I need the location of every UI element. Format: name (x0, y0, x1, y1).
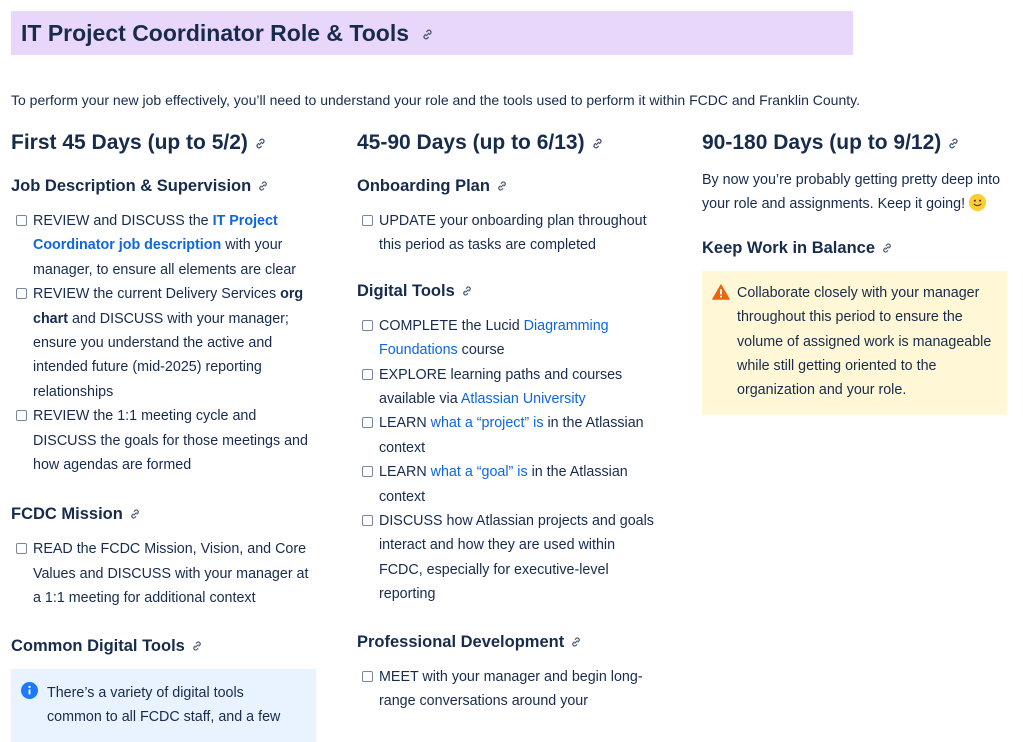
task-item (357, 363, 657, 412)
task-item (357, 411, 657, 460)
subsection-heading (11, 503, 316, 525)
checkbox-icon[interactable] (362, 369, 373, 380)
task-text: LEARN (379, 464, 431, 481)
heading-text: First 45 Days (up to 5/2) (11, 131, 248, 154)
job-description-link[interactable]: IT Project Coordinator job description (33, 213, 278, 254)
link-icon[interactable] (881, 242, 893, 254)
subsection-heading (11, 635, 316, 657)
link-icon[interactable] (129, 508, 141, 520)
task-item (357, 209, 657, 258)
column-45-90-days (357, 130, 657, 714)
what-is-goal-link[interactable]: what a “goal” is (430, 464, 528, 481)
checkbox-icon[interactable] (16, 215, 27, 226)
task-list (11, 537, 316, 610)
task-text: READ the FCDC Mission, Vision, and Core Values and DISCUSS with your manager at a 1:1 meeting for additional context (33, 541, 309, 607)
task-text: and DISCUSS with your manager; ensure you understand the active and intended future (mid-2025) reporting relationships (33, 310, 289, 400)
link-icon[interactable] (421, 28, 434, 41)
task-text: in the Atlassian context (379, 464, 628, 505)
task-text: REVIEW the current Delivery Services (33, 286, 281, 303)
heading-text: 90-180 Days (up to 9/12) (702, 131, 942, 154)
info-circle-icon (21, 682, 38, 707)
link-icon[interactable] (496, 180, 508, 192)
checkbox-icon[interactable] (362, 671, 373, 682)
subsection-heading (702, 237, 1007, 259)
column-90-180-days (702, 130, 1007, 415)
task-list (11, 209, 316, 477)
task-item (357, 509, 657, 607)
warning-triangle-icon (712, 284, 730, 308)
intro-paragraph: To perform your new job effectively, you’ll need to understand your role and the tools used to perform it within FCDC and Franklin County. (11, 92, 860, 108)
task-item (357, 665, 657, 714)
checkbox-icon[interactable] (362, 417, 373, 428)
checkbox-icon[interactable] (362, 515, 373, 526)
task-text: course (457, 342, 505, 359)
link-icon[interactable] (570, 636, 582, 648)
heading-text: Onboarding Plan (357, 177, 490, 195)
heading-text: Job Description & Supervision (11, 177, 252, 195)
task-text: EXPLORE learning paths and courses available via (379, 366, 623, 408)
diagramming-foundations-link[interactable]: Diagramming Foundations (379, 317, 609, 359)
task-list (357, 665, 657, 714)
task-text: LEARN (379, 415, 431, 432)
heading-text: Professional Development (357, 632, 565, 651)
task-item (11, 282, 316, 404)
link-icon[interactable] (591, 137, 604, 150)
task-text: MEET with your manager and begin long-range conversations around your (379, 668, 643, 710)
column-first-45-days (11, 130, 316, 742)
subsection-heading (357, 631, 657, 653)
task-item (11, 404, 316, 477)
task-text: UPDATE your onboarding plan throughout this period as tasks are completed (379, 213, 647, 254)
link-icon[interactable] (257, 180, 269, 192)
link-icon[interactable] (191, 640, 203, 652)
task-text: COMPLETE the Lucid (379, 317, 524, 334)
link-icon[interactable] (254, 137, 267, 150)
section-heading (702, 130, 1007, 156)
heading-text: Common Digital Tools (11, 636, 185, 655)
checkbox-icon[interactable] (362, 215, 373, 226)
task-text: REVIEW the 1:1 meeting cycle and DISCUSS the goals for those meetings and how agendas are formed (33, 408, 308, 474)
checkbox-icon[interactable] (16, 288, 27, 299)
body-paragraph (702, 168, 1007, 217)
page-title-banner (11, 11, 853, 55)
heading-text: FCDC Mission (11, 505, 123, 524)
subsection-heading (357, 175, 657, 197)
page-title (21, 20, 434, 47)
heading-text: 45-90 Days (up to 6/13) (357, 131, 585, 154)
link-icon[interactable] (461, 285, 473, 297)
subsection-heading (11, 175, 316, 197)
task-item (11, 537, 316, 610)
checkbox-icon[interactable] (16, 410, 27, 421)
atlassian-university-link[interactable]: Atlassian University (460, 391, 586, 408)
body-text: By now you’re probably getting pretty deep into your role and assignments. Keep it going! (702, 172, 1001, 213)
task-text: with your manager, to ensure all elements are clear (33, 237, 297, 278)
info-panel (11, 669, 316, 742)
task-text: REVIEW and DISCUSS the (33, 213, 213, 229)
task-text: DISCUSS how Atlassian projects and goals interact and how they are used within FCDC, especially for executive-level reporting (379, 513, 654, 603)
subsection-heading (357, 280, 657, 302)
checkbox-icon[interactable] (362, 320, 373, 331)
task-item (357, 314, 657, 363)
heading-text: Keep Work in Balance (702, 238, 876, 257)
what-is-project-link[interactable]: what a “project” is (430, 415, 544, 432)
link-icon[interactable] (947, 137, 960, 150)
task-item (11, 209, 316, 282)
task-bold-text: org chart (33, 286, 304, 327)
checkbox-icon[interactable] (362, 466, 373, 477)
task-item (357, 460, 657, 509)
section-heading (11, 130, 316, 156)
warning-panel (702, 271, 1007, 415)
warning-text: Collaborate closely with your manager throughout this period to ensure the volume of assigned work is manageable while still getting oriented to the organization and your role. (737, 284, 992, 399)
info-text: There’s a variety of digital tools common to all FCDC staff, and a few (47, 684, 281, 726)
heading-text: Digital Tools (357, 281, 455, 300)
task-list (357, 314, 657, 607)
page-title-text: IT Project Coordinator Role & Tools (21, 19, 410, 46)
slightly-smiling-face-emoji (969, 194, 986, 211)
checkbox-icon[interactable] (16, 543, 27, 554)
section-heading (357, 130, 657, 156)
task-text: in the Atlassian context (379, 415, 644, 456)
task-list (357, 209, 657, 258)
